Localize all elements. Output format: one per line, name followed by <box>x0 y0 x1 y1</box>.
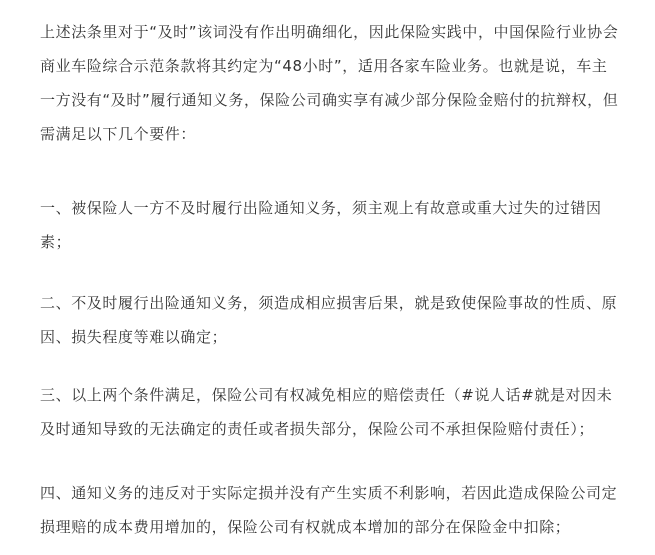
requirement-item-3: 三、以上两个条件满足，保险公司有权减免相应的赔偿责任（#说人话#就是对因未及时通知导致的无法确定的责任或者损失部分，保险公司不承担保险赔付责任）； <box>40 386 613 438</box>
requirement-item-1: 一、被保险人一方不及时履行出险通知义务，须主观上有故意或重大过失的过错因素； <box>40 199 602 251</box>
requirement-item-4: 四、通知义务的违反对于实际定损并没有产生实质不利影响，若因此造成保险公司定损理赔的成本费用增加的，保险公司有权就成本增加的部分在保险金中扣除； <box>40 484 618 536</box>
requirement-item-2: 二、不及时履行出险通知义务，须造成相应损害后果，就是致使保险事故的性质、原因、损失程度等难以确定； <box>40 294 618 346</box>
intro-paragraph: 上述法条里对于“及时”该词没有作出明确细化，因此保险实践中，中国保险行业协会商业车险综合示范条款将其约定为“48小时”，适用各家车险业务。也就是说，车主一方没有“及时”履行通知义务，保险公司确实享有减少部分保险金赔付的抗辩权，但需满足以下几个要件： <box>40 23 619 143</box>
